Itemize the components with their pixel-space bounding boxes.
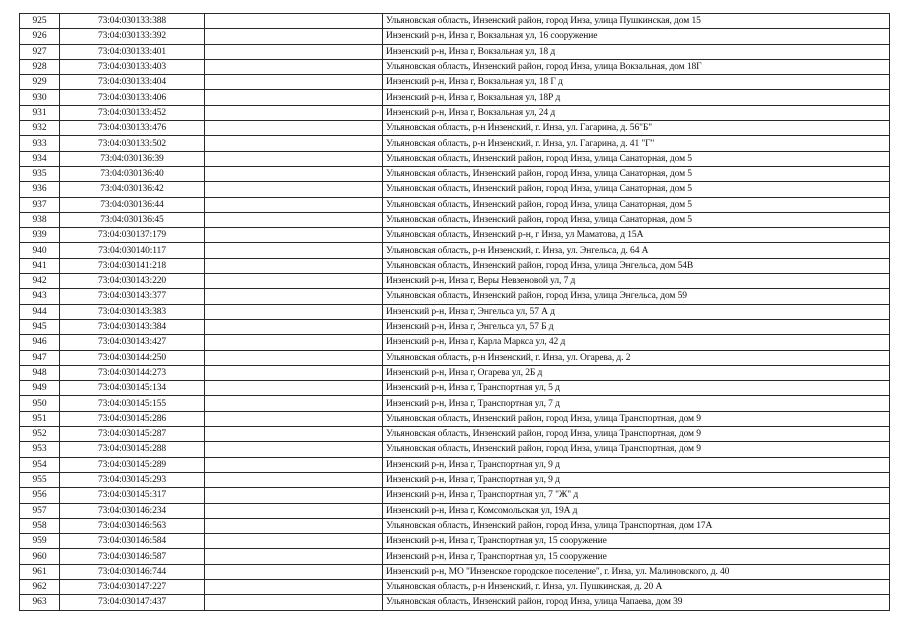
cadastral-number: 73:04:030145:289 (60, 457, 205, 472)
cadastral-number: 73:04:030143:377 (60, 289, 205, 304)
address: Инзенский р-н, МО "Инзенское городское поселение", г. Инза, ул. Малиновского, д. 40 (383, 564, 890, 579)
row-number: 927 (20, 44, 60, 59)
address: Ульяновская область, Инзенский район, город Инза, улица Транспортная, дом 9 (383, 427, 890, 442)
empty-cell (205, 549, 383, 564)
empty-cell (205, 121, 383, 136)
empty-cell (205, 136, 383, 151)
cadastral-number: 73:04:030137:179 (60, 228, 205, 243)
table-row (20, 197, 890, 212)
cadastral-number: 73:04:030145:155 (60, 396, 205, 411)
address: Инзенский р-н, Инза г, Вокзальная ул, 18 д (383, 44, 890, 59)
address: Инзенский р-н, Инза г, Транспортная ул, 9 д (383, 472, 890, 487)
empty-cell (205, 14, 383, 29)
empty-cell (205, 595, 383, 610)
empty-cell (205, 289, 383, 304)
row-number: 931 (20, 105, 60, 120)
address: Ульяновская область, Инзенский район, город Инза, улица Энгельса, дом 54В (383, 258, 890, 273)
cadastral-number: 73:04:030136:39 (60, 151, 205, 166)
empty-cell (205, 304, 383, 319)
empty-cell (205, 228, 383, 243)
table-row (20, 534, 890, 549)
registry-table (19, 13, 890, 611)
table-row (20, 503, 890, 518)
table-row (20, 579, 890, 594)
cadastral-number: 73:04:030136:45 (60, 212, 205, 227)
empty-cell (205, 534, 383, 549)
row-number: 944 (20, 304, 60, 319)
row-number: 938 (20, 212, 60, 227)
cadastral-number: 73:04:030145:317 (60, 488, 205, 503)
document-page (19, 13, 889, 611)
table-row (20, 564, 890, 579)
address: Ульяновская область, Инзенский район, город Инза, улица Транспортная, дом 9 (383, 411, 890, 426)
empty-cell (205, 258, 383, 273)
table-row (20, 166, 890, 181)
empty-cell (205, 442, 383, 457)
row-number: 937 (20, 197, 60, 212)
empty-cell (205, 212, 383, 227)
table-row (20, 518, 890, 533)
row-number: 949 (20, 381, 60, 396)
cadastral-number: 73:04:030133:452 (60, 105, 205, 120)
address: Инзенский р-н, Инза г, Вокзальная ул, 18Р д (383, 90, 890, 105)
address: Инзенский р-н, Инза г, Транспортная ул, 15 сооружение (383, 534, 890, 549)
table-row (20, 442, 890, 457)
cadastral-number: 73:04:030143:220 (60, 274, 205, 289)
row-number: 952 (20, 427, 60, 442)
cadastral-number: 73:04:030145:134 (60, 381, 205, 396)
address: Инзенский р-н, Инза г, Транспортная ул, 7 "Ж" д (383, 488, 890, 503)
row-number: 957 (20, 503, 60, 518)
table-row (20, 14, 890, 29)
row-number: 935 (20, 166, 60, 181)
table-row (20, 304, 890, 319)
row-number: 932 (20, 121, 60, 136)
address: Ульяновская область, Инзенский район, город Инза, улица Вокзальная, дом 18Г (383, 59, 890, 74)
address: Инзенский р-н, Инза г, Огарева ул, 2Б д (383, 365, 890, 380)
empty-cell (205, 488, 383, 503)
empty-cell (205, 472, 383, 487)
address: Инзенский р-н, Инза г, Энгельса ул, 57 Б д (383, 319, 890, 334)
address: Ульяновская область, Инзенский район, город Инза, улица Санаторная, дом 5 (383, 182, 890, 197)
address: Инзенский р-н, Инза г, Вокзальная ул, 24 д (383, 105, 890, 120)
table-row (20, 274, 890, 289)
row-number: 946 (20, 335, 60, 350)
address: Ульяновская область, Инзенский район, город Инза, улица Транспортная, дом 17А (383, 518, 890, 533)
cadastral-number: 73:04:030144:250 (60, 350, 205, 365)
row-number: 945 (20, 319, 60, 334)
address: Инзенский р-н, Инза г, Транспортная ул, 15 сооружение (383, 549, 890, 564)
cadastral-number: 73:04:030143:383 (60, 304, 205, 319)
row-number: 954 (20, 457, 60, 472)
empty-cell (205, 90, 383, 105)
cadastral-number: 73:04:030133:406 (60, 90, 205, 105)
empty-cell (205, 319, 383, 334)
table-row (20, 182, 890, 197)
table-row (20, 472, 890, 487)
table-row (20, 75, 890, 90)
row-number: 960 (20, 549, 60, 564)
row-number: 955 (20, 472, 60, 487)
row-number: 941 (20, 258, 60, 273)
row-number: 962 (20, 579, 60, 594)
table-row (20, 289, 890, 304)
empty-cell (205, 457, 383, 472)
empty-cell (205, 197, 383, 212)
cadastral-number: 73:04:030147:437 (60, 595, 205, 610)
table-row (20, 136, 890, 151)
address: Ульяновская область, р-н Инзенский, г. Инза, ул. Пушкинская, д. 20 А (383, 579, 890, 594)
cadastral-number: 73:04:030146:584 (60, 534, 205, 549)
row-number: 943 (20, 289, 60, 304)
cadastral-number: 73:04:030133:476 (60, 121, 205, 136)
table-row (20, 549, 890, 564)
cadastral-number: 73:04:030146:744 (60, 564, 205, 579)
address: Инзенский р-н, Инза г, Карла Маркса ул, 42 д (383, 335, 890, 350)
cadastral-number: 73:04:030147:227 (60, 579, 205, 594)
empty-cell (205, 75, 383, 90)
table-row (20, 488, 890, 503)
table-row (20, 396, 890, 411)
table-row (20, 105, 890, 120)
row-number: 948 (20, 365, 60, 380)
table-row (20, 29, 890, 44)
empty-cell (205, 335, 383, 350)
table-row (20, 350, 890, 365)
row-number: 934 (20, 151, 60, 166)
cadastral-number: 73:04:030145:288 (60, 442, 205, 457)
address: Ульяновская область, Инзенский район, город Инза, улица Санаторная, дом 5 (383, 197, 890, 212)
table-row (20, 243, 890, 258)
table-row (20, 228, 890, 243)
row-number: 956 (20, 488, 60, 503)
cadastral-number: 73:04:030133:392 (60, 29, 205, 44)
address: Ульяновская область, Инзенский район, город Инза, улица Пушкинская, дом 15 (383, 14, 890, 29)
address: Ульяновская область, Инзенский район, город Инза, улица Санаторная, дом 5 (383, 151, 890, 166)
table-row (20, 365, 890, 380)
empty-cell (205, 151, 383, 166)
address: Ульяновская область, Инзенский район, город Инза, улица Санаторная, дом 5 (383, 212, 890, 227)
empty-cell (205, 579, 383, 594)
table-row (20, 411, 890, 426)
empty-cell (205, 411, 383, 426)
address: Ульяновская область, Инзенский р-н, г Инза, ул Маматова, д 15А (383, 228, 890, 243)
cadastral-number: 73:04:030145:286 (60, 411, 205, 426)
cadastral-number: 73:04:030136:42 (60, 182, 205, 197)
table-row (20, 151, 890, 166)
cadastral-number: 73:04:030143:427 (60, 335, 205, 350)
address: Ульяновская область, Инзенский район, город Инза, улица Чапаева, дом 39 (383, 595, 890, 610)
empty-cell (205, 166, 383, 181)
table-row (20, 258, 890, 273)
table-row (20, 595, 890, 610)
empty-cell (205, 503, 383, 518)
row-number: 925 (20, 14, 60, 29)
cadastral-number: 73:04:030136:44 (60, 197, 205, 212)
table-row (20, 335, 890, 350)
row-number: 940 (20, 243, 60, 258)
empty-cell (205, 182, 383, 197)
empty-cell (205, 243, 383, 258)
cadastral-number: 73:04:030133:502 (60, 136, 205, 151)
empty-cell (205, 427, 383, 442)
row-number: 926 (20, 29, 60, 44)
address: Инзенский р-н, Инза г, Комсомольская ул, 19А д (383, 503, 890, 518)
registry-table-body (20, 14, 890, 611)
row-number: 961 (20, 564, 60, 579)
row-number: 939 (20, 228, 60, 243)
cadastral-number: 73:04:030141:218 (60, 258, 205, 273)
cadastral-number: 73:04:030136:40 (60, 166, 205, 181)
empty-cell (205, 105, 383, 120)
address: Инзенский р-н, Инза г, Веры Невзеновой ул, 7 д (383, 274, 890, 289)
row-number: 942 (20, 274, 60, 289)
cadastral-number: 73:04:030146:563 (60, 518, 205, 533)
table-row (20, 121, 890, 136)
empty-cell (205, 274, 383, 289)
address: Инзенский р-н, Инза г, Транспортная ул, 5 д (383, 381, 890, 396)
row-number: 928 (20, 59, 60, 74)
cadastral-number: 73:04:030146:587 (60, 549, 205, 564)
empty-cell (205, 44, 383, 59)
cadastral-number: 73:04:030145:287 (60, 427, 205, 442)
row-number: 930 (20, 90, 60, 105)
row-number: 959 (20, 534, 60, 549)
row-number: 933 (20, 136, 60, 151)
address: Ульяновская область, р-н Инзенский, г. Инза, ул. Огарева, д. 2 (383, 350, 890, 365)
empty-cell (205, 365, 383, 380)
table-row (20, 319, 890, 334)
address: Инзенский р-н, Инза г, Транспортная ул, 7 д (383, 396, 890, 411)
address: Инзенский р-н, Инза г, Вокзальная ул, 18 Г д (383, 75, 890, 90)
table-row (20, 44, 890, 59)
row-number: 963 (20, 595, 60, 610)
empty-cell (205, 29, 383, 44)
row-number: 947 (20, 350, 60, 365)
table-row (20, 212, 890, 227)
table-row (20, 427, 890, 442)
empty-cell (205, 396, 383, 411)
cadastral-number: 73:04:030133:401 (60, 44, 205, 59)
cadastral-number: 73:04:030143:384 (60, 319, 205, 334)
cadastral-number: 73:04:030145:293 (60, 472, 205, 487)
empty-cell (205, 350, 383, 365)
row-number: 929 (20, 75, 60, 90)
empty-cell (205, 59, 383, 74)
address: Ульяновская область, Инзенский район, город Инза, улица Транспортная, дом 9 (383, 442, 890, 457)
table-row (20, 90, 890, 105)
table-row (20, 381, 890, 396)
address: Ульяновская область, р-н Инзенский, г. Инза, ул. Гагарина, д. 41 "Г" (383, 136, 890, 151)
empty-cell (205, 518, 383, 533)
address: Инзенский р-н, Инза г, Вокзальная ул, 16 сооружение (383, 29, 890, 44)
address: Ульяновская область, р-н Инзенский, г. Инза, ул. Энгельса, д. 64 А (383, 243, 890, 258)
row-number: 936 (20, 182, 60, 197)
cadastral-number: 73:04:030146:234 (60, 503, 205, 518)
table-row (20, 59, 890, 74)
address: Ульяновская область, р-н Инзенский, г. Инза, ул. Гагарина, д. 56"Б" (383, 121, 890, 136)
empty-cell (205, 381, 383, 396)
cadastral-number: 73:04:030133:388 (60, 14, 205, 29)
cadastral-number: 73:04:030144:273 (60, 365, 205, 380)
row-number: 951 (20, 411, 60, 426)
row-number: 953 (20, 442, 60, 457)
address: Инзенский р-н, Инза г, Энгельса ул, 57 А д (383, 304, 890, 319)
row-number: 950 (20, 396, 60, 411)
address: Ульяновская область, Инзенский район, город Инза, улица Санаторная, дом 5 (383, 166, 890, 181)
cadastral-number: 73:04:030133:404 (60, 75, 205, 90)
empty-cell (205, 564, 383, 579)
address: Инзенский р-н, Инза г, Транспортная ул, 9 д (383, 457, 890, 472)
address: Ульяновская область, Инзенский район, город Инза, улица Энгельса, дом 59 (383, 289, 890, 304)
cadastral-number: 73:04:030140:117 (60, 243, 205, 258)
cadastral-number: 73:04:030133:403 (60, 59, 205, 74)
row-number: 958 (20, 518, 60, 533)
table-row (20, 457, 890, 472)
